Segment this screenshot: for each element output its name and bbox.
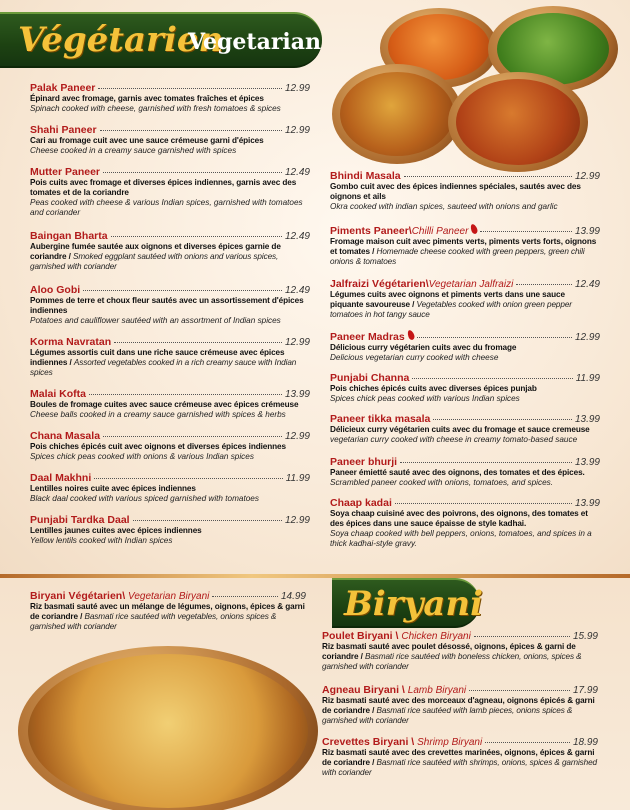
item-price: 15.99	[572, 631, 598, 642]
item-desc-fr: Riz basmati sauté avec des crevettes marinées, oignons, épices & garni de coriandre /	[322, 748, 595, 767]
item-name: Piments Paneer\	[330, 225, 412, 237]
item-name: Baingan Bharta	[30, 230, 108, 242]
chana-curry-image	[340, 72, 454, 156]
item-name: Mutter Paneer	[30, 166, 101, 178]
leader-dots	[114, 342, 282, 343]
item-desc-fr: Riz basmati sauté avec poulet désossé, oignons, épices & garni de coriandre /	[322, 642, 576, 661]
item-desc-en: Basmati rice sautéed with shrimps, onions, spices & garnished with coriander	[322, 758, 598, 777]
paneer-curry-image	[456, 79, 580, 165]
item-name-en: Vegetarian Jalfraizi	[428, 279, 514, 290]
item-desc-fr: Paneer émietté sauté avec des oignons, des tomates et des épices.	[330, 468, 585, 477]
item-name: Korma Navratan	[30, 336, 112, 348]
item-desc-fr: Pommes de terre et choux fleur sautés avec un assortissement d'épices indiennes	[30, 296, 304, 315]
leader-dots	[212, 596, 278, 597]
item-desc-en: Spinach cooked with cheese, garnished with fresh tomatoes & spices	[30, 104, 281, 113]
leader-dots	[83, 290, 282, 291]
menu-item[interactable]	[330, 278, 600, 320]
item-price: 11.99	[575, 373, 600, 384]
menu-item[interactable]	[30, 82, 310, 114]
item-desc-fr: Soya chaap cuisiné avec des poivrons, des oignons, des tomates et des épices dans une sauce épaisse de style kadhai.	[330, 509, 588, 528]
item-name: Punjabi Channa	[330, 372, 410, 384]
biryani-banner	[332, 578, 483, 628]
item-name: Crevettes Biryani \	[322, 736, 415, 748]
item-price: 12.99	[284, 83, 310, 94]
item-price: 14.99	[280, 591, 306, 602]
item-price: 12.99	[284, 431, 310, 442]
menu-item[interactable]	[330, 497, 600, 549]
menu-item[interactable]	[30, 166, 310, 218]
item-desc-en: Potatoes and cauliflower sautéed with an assortment of Indian spices	[30, 316, 281, 325]
item-desc-fr: Lentilles noires cuite avec épices indiennes	[30, 484, 196, 493]
leader-dots	[412, 378, 572, 379]
menu-item[interactable]	[30, 590, 306, 632]
menu-item[interactable]	[30, 388, 310, 420]
item-price: 13.99	[284, 389, 310, 400]
item-desc-fr: Cari au fromage cuit avec une sauce crémeuse garni d'épices	[30, 136, 264, 145]
leader-dots	[395, 503, 572, 504]
item-name: Malai Kofta	[30, 388, 87, 400]
item-desc-fr: Boules de fromage cuites avec sauce crémeuse avec épices crémeuse	[30, 400, 299, 409]
item-name-en: Lamb Biryani	[407, 685, 467, 696]
item-name-en: Chilli Paneer	[411, 226, 469, 237]
item-desc-fr: Pois chiches épicés cuit avec oignons et diverses épices indiennes	[30, 442, 286, 451]
item-price: 12.99	[284, 515, 310, 526]
leader-dots	[103, 436, 282, 437]
item-desc-fr: Fromage maison cuit avec piments verts, piments verts forts, oignons et tomates /	[330, 237, 597, 256]
menu-item[interactable]	[322, 736, 598, 778]
item-desc-en: vegetarian curry cooked with cheese in creamy tomato-based sauce	[330, 435, 578, 444]
leader-dots	[133, 520, 282, 521]
item-name: Poulet Biryani \	[322, 630, 399, 642]
menu-item[interactable]	[330, 372, 600, 404]
item-name: Daal Makhni	[30, 472, 92, 484]
item-desc-en: Assorted vegetables cooked in a rich creamy sauce with Indian spices	[30, 358, 297, 377]
item-name-en: Chicken Biryani	[401, 631, 471, 642]
leader-dots	[469, 690, 570, 691]
menu-item[interactable]	[30, 336, 310, 378]
leader-dots	[480, 231, 572, 232]
item-price: 13.99	[574, 457, 600, 468]
leader-dots	[485, 742, 570, 743]
item-desc-en: Homemade cheese cooked with green peppers, green chili onions & tomatoes	[330, 247, 585, 266]
item-price: 12.49	[284, 167, 310, 178]
item-desc-en: Peas cooked with cheese & various Indian spices, garnished with tomatoes and coriander	[30, 198, 303, 217]
menu-item[interactable]	[30, 430, 310, 462]
menu-item[interactable]	[330, 413, 600, 445]
leader-dots	[100, 130, 282, 131]
item-desc-fr: Gombo cuit avec des épices indiennes spéciales, sautés avec des oignons et ails	[330, 182, 581, 201]
item-desc-en: Basmati rice sautéed with vegetables, onions spices & garnished with coriander	[30, 612, 277, 631]
menu-item[interactable]	[330, 224, 600, 267]
item-desc-en: Cheese balls cooked in a creamy sauce garnished with spices & herbs	[30, 410, 286, 419]
item-desc-fr: Pois chiches épicés cuits avec diverses épices punjab	[330, 384, 537, 393]
item-desc-en: Spices chick peas cooked with onions & various Indian spices	[30, 452, 254, 461]
item-name: Shahi Paneer	[30, 124, 97, 136]
item-desc-fr: Riz basmati sauté avec des morceaux d'agneau, oignons épicés & garni de coriandre /	[322, 696, 595, 715]
leader-dots	[404, 176, 572, 177]
item-name: Paneer tikka masala	[330, 413, 431, 425]
item-desc-fr: Épinard avec fromage, garnis avec tomates fraîches et épices	[30, 94, 264, 103]
item-price: 13.99	[574, 414, 600, 425]
biryani-plate-image	[28, 654, 308, 808]
menu-item[interactable]	[30, 514, 310, 546]
menu-item[interactable]	[30, 472, 310, 504]
item-name: Jalfraizi Végétarien\	[330, 278, 429, 290]
item-desc-en: Smoked eggplant sautéed with onions and various spices, garnished with coriander	[30, 252, 279, 271]
item-name: Chaap kadai	[330, 497, 392, 509]
item-name: Agneau Biryani \	[322, 684, 405, 696]
item-desc-en: Vegetables cooked with onion green pepper tomatoes in hot tangy sauce	[330, 300, 572, 319]
item-desc-en: Spices chick peas cooked with various Indian spices	[330, 394, 520, 403]
leader-dots	[400, 462, 572, 463]
item-price: 12.99	[574, 332, 600, 343]
section-divider	[0, 574, 630, 578]
leader-dots	[94, 478, 282, 479]
item-desc-en: Basmati rice sautéed with lamb pieces, onions spices & garnished with coriander	[322, 706, 573, 725]
item-desc-fr: Légumes assortis cuit dans une riche sauce crémeuse avec épices indiennes /	[30, 348, 285, 367]
item-name: Biryani Végétarien\	[30, 590, 126, 602]
menu-item[interactable]	[330, 330, 600, 363]
item-name: Paneer bhurji	[330, 456, 398, 468]
menu-item[interactable]	[330, 456, 600, 488]
item-desc-en: Okra cooked with indian spices, sauteed with onions and garlic	[330, 202, 558, 211]
leader-dots	[103, 172, 282, 173]
item-price: 17.99	[572, 685, 598, 696]
leader-dots	[516, 284, 572, 285]
item-desc-fr: Lentilles jaunes cuites avec épices indiennes	[30, 526, 202, 535]
chili-icon	[406, 329, 415, 340]
vegetarian-title-fr: Végétarien	[18, 20, 224, 60]
leader-dots	[98, 88, 282, 89]
item-desc-fr: Délicieux curry végétarien cuits avec du fromage et sauce cremeuse	[330, 425, 590, 434]
item-price: 12.49	[574, 279, 600, 290]
item-name: Palak Paneer	[30, 82, 96, 94]
item-price: 13.99	[574, 226, 600, 237]
item-desc-en: Cheese cooked in a creamy sauce garnished with spices	[30, 146, 237, 155]
item-desc-fr: Aubergine fumée sautée aux oignons et diverses épices garnie de coriandre /	[30, 242, 281, 261]
item-desc-en: Yellow lentils cooked with Indian spices	[30, 536, 173, 545]
item-desc-en: Scrambled paneer cooked with onions, tomatoes, and spices.	[330, 478, 554, 487]
item-desc-en: Black daal cooked with various spiced garnished with tomatoes	[30, 494, 259, 503]
item-price: 18.99	[572, 737, 598, 748]
leader-dots	[474, 636, 570, 637]
item-name: Paneer Madras	[330, 331, 405, 343]
menu-item[interactable]	[322, 684, 598, 726]
menu-item[interactable]	[30, 230, 310, 272]
item-name-en: Vegetarian Biryani	[128, 591, 210, 602]
leader-dots	[417, 337, 572, 338]
item-price: 12.49	[284, 231, 310, 242]
chili-icon	[470, 223, 479, 234]
item-desc-fr: Délicious curry végétarien cuits avec du fromage	[330, 343, 517, 352]
item-desc-en: Basmati rice sautéed with boneless chicken, onions, spices & garnished with coriander	[322, 652, 582, 671]
leader-dots	[111, 236, 282, 237]
item-price: 11.99	[285, 473, 310, 484]
menu-item[interactable]	[30, 284, 310, 326]
vegetarian-title-en: Vegetarian	[188, 29, 322, 55]
vegetarian-banner	[0, 12, 322, 68]
item-desc-fr: Riz basmati sauté avec un mélange de légumes, oignons, épices & garni de coriandre /	[30, 602, 305, 621]
item-desc-fr: Légumes cuits avec oignons et piments verts dans une sauce piquante savoureuse /	[330, 290, 565, 309]
item-price: 12.49	[284, 285, 310, 296]
biryani-title: Biryani	[344, 584, 483, 624]
item-name: Aloo Gobi	[30, 284, 81, 296]
item-price: 12.99	[284, 337, 310, 348]
item-name-en: Shrimp Biryani	[417, 737, 483, 748]
menu-item[interactable]	[322, 630, 598, 672]
item-desc-fr: Pois cuits avec fromage et diverses épices indiennes, garnis avec des tomates et de la coriandre	[30, 178, 297, 197]
leader-dots	[89, 394, 282, 395]
item-price: 13.99	[574, 498, 600, 509]
item-desc-en: Soya chaap cooked with bell peppers, onions, tomatoes, and spices in a thick kadhai-style gravy.	[330, 529, 592, 548]
leader-dots	[433, 419, 572, 420]
item-name: Punjabi Tardka Daal	[30, 514, 130, 526]
item-name: Chana Masala	[30, 430, 101, 442]
item-price: 12.99	[574, 171, 600, 182]
item-price: 12.99	[284, 125, 310, 136]
menu-item[interactable]	[30, 124, 310, 156]
item-name: Bhindi Masala	[330, 170, 401, 182]
item-desc-en: Delicious vegetarian curry cooked with cheese	[330, 353, 499, 362]
menu-item[interactable]	[330, 170, 600, 212]
